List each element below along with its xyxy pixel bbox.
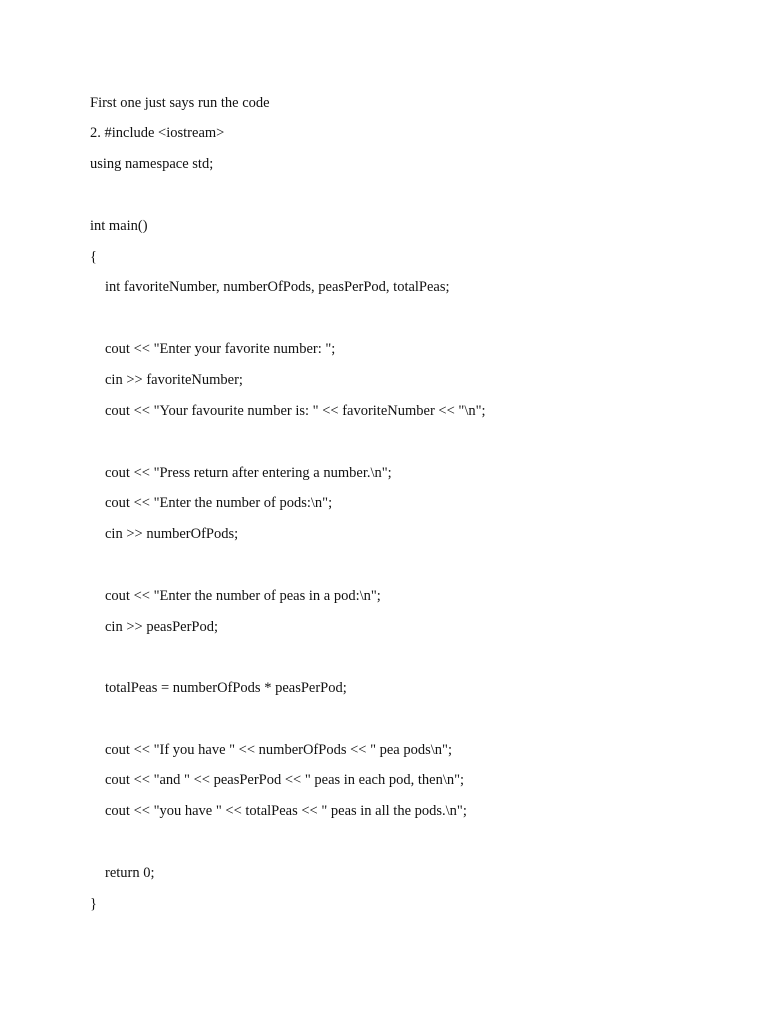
code-line-press-return: cout << "Press return after entering a number.\n"; — [105, 465, 392, 481]
code-line-read-peas: cin >> peasPerPod; — [105, 619, 219, 635]
code-line-prompt-favorite: cout << "Enter your favorite number: "; — [105, 341, 336, 357]
code-line-include: 2. #include <iostream> — [90, 125, 225, 141]
code-line-main: int main() — [90, 218, 148, 234]
intro-text: First one just says run the code — [90, 95, 270, 111]
code-line-output-total: cout << "you have " << totalPeas << " peas in all the pods.\n"; — [105, 803, 467, 819]
code-line-read-pods: cin >> numberOfPods; — [105, 526, 239, 542]
code-line-open-brace: { — [90, 249, 97, 265]
code-line-read-favorite: cin >> favoriteNumber; — [105, 372, 243, 388]
code-line-output-pods: cout << "If you have " << numberOfPods << " pea pods\n"; — [105, 742, 452, 758]
code-line-close-brace: } — [90, 896, 97, 912]
code-line-return: return 0; — [105, 865, 155, 881]
code-line-print-favorite: cout << "Your favourite number is: " << favoriteNumber << "\n"; — [105, 403, 486, 419]
code-line-declarations: int favoriteNumber, numberOfPods, peasPerPod, totalPeas; — [105, 279, 450, 295]
code-line-output-peas: cout << "and " << peasPerPod << " peas in each pod, then\n"; — [105, 772, 465, 788]
code-line-total-calc: totalPeas = numberOfPods * peasPerPod; — [105, 680, 347, 696]
code-line-prompt-pods: cout << "Enter the number of pods:\n"; — [105, 495, 333, 511]
code-line-namespace: using namespace std; — [90, 156, 214, 172]
code-line-prompt-peas: cout << "Enter the number of peas in a pod:\n"; — [105, 588, 381, 604]
